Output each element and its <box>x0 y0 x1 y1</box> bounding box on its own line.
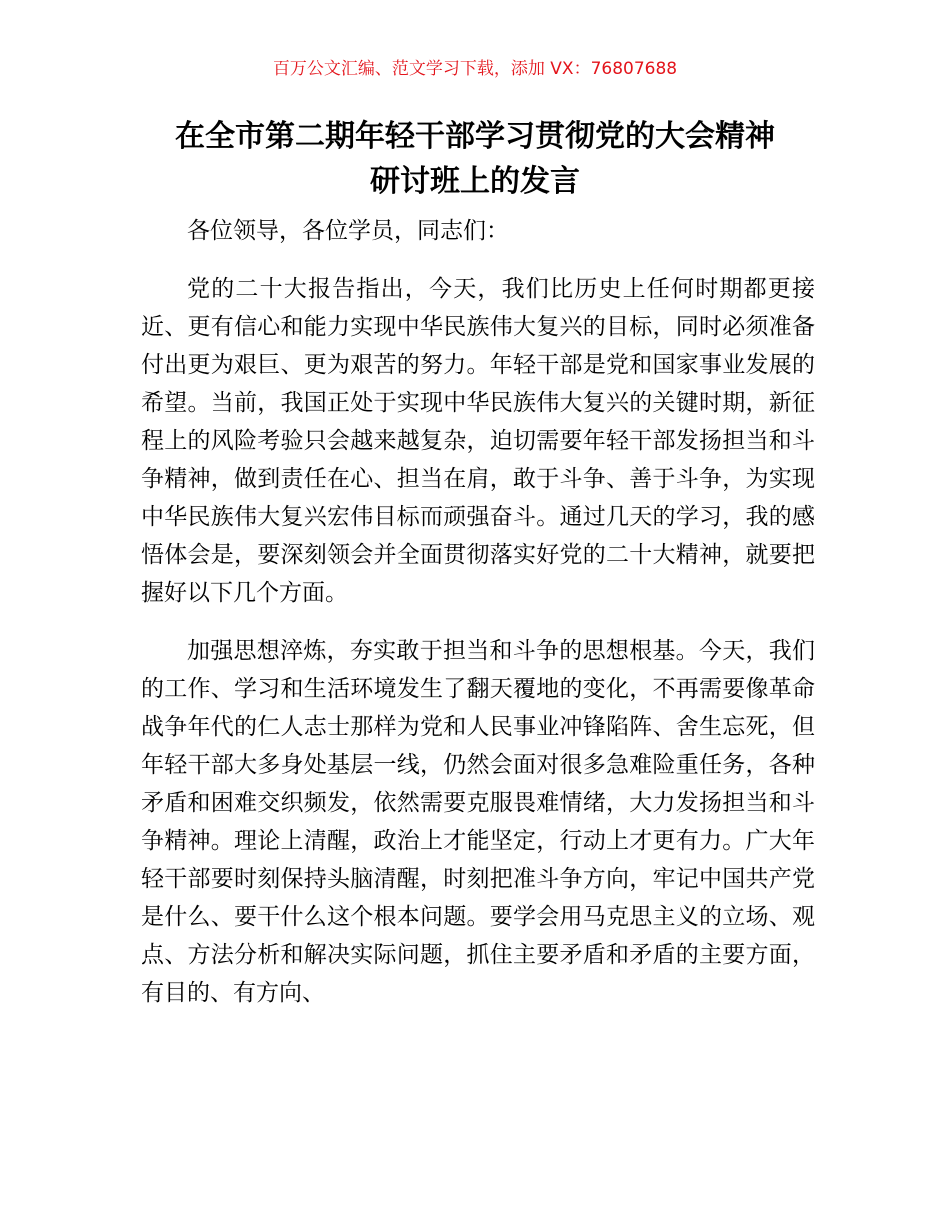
title-line-2: 研讨班上的发言 <box>370 164 580 199</box>
paragraph-2: 加强思想淬炼，夯实敢于担当和斗争的思想根基。今天，我们的工作、学习和生活环境发生了翻天覆地的变化，不再需要像革命战争年代的仁人志士那样为党和人民事业冲锋陷阵、舍生忘死，但年轻干部大多身处基层一线，仍然会面对很多急难险重任务，各种矛盾和困难交织频发，依然需要克服畏难情绪，大力发扬担当和斗争精神。理论上清醒，政治上才能坚定，行动上才更有力。广大年轻干部要时刻保持头脑清醒，时刻把准斗争方向，牢记中国共产党是什么、要干什么这个根本问题。要学会用马克思主义的立场、观点、方法分析和解决实际问题，抓住主要矛盾和矛盾的主要方面，有目的、有方向、 <box>141 638 815 1006</box>
paragraph-1: 党的二十大报告指出，今天，我们比历史上任何时期都更接近、更有信心和能力实现中华民族伟大复兴的目标，同时必须准备付出更为艰巨、更为艰苦的努力。年轻干部是党和国家事业发展的希望。当前，我国正处于实现中华民族伟大复兴的关键时期，新征程上的风险考验只会越来越复杂，迫切需要年轻干部发扬担当和斗争精神，做到责任在心、担当在肩，敢于斗争、善于斗争，为实现中华民族伟大复兴宏伟目标而顽强奋斗。通过几天的学习，我的感悟体会是，要深刻领会并全面贯彻落实好党的二十大精神，就要把握好以下几个方面。 <box>141 276 815 606</box>
document-title <box>130 114 820 204</box>
title-line-1: 在全市第二期年轻干部学习贯彻党的大会精神 <box>175 119 775 154</box>
document-body <box>141 212 815 1032</box>
salutation: 各位领导，各位学员，同志们： <box>187 218 509 244</box>
header-notice: 百万公文汇编、范文学习下载，添加 VX：76807688 <box>272 59 678 79</box>
